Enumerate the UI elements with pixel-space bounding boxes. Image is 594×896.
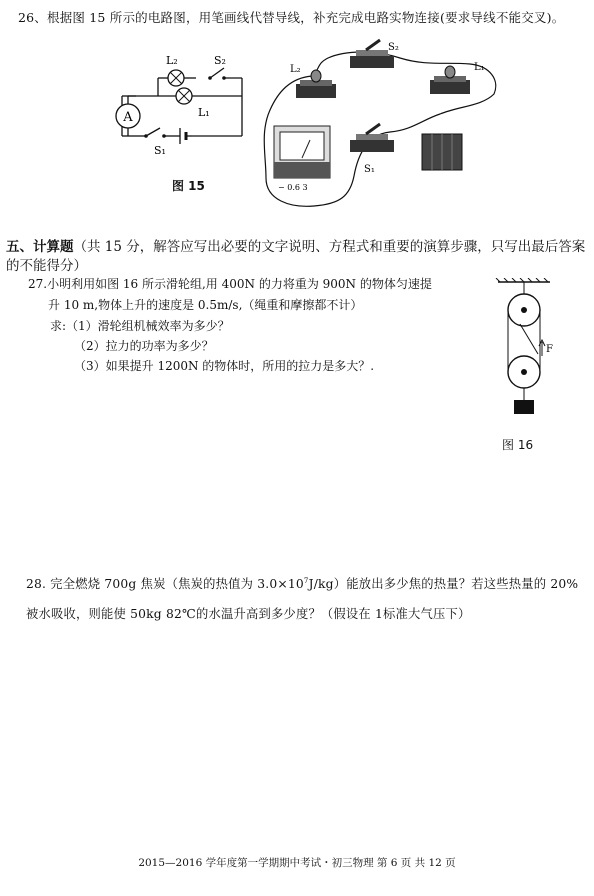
force-f-label: F — [546, 344, 553, 355]
circuit-schematic — [106, 50, 256, 160]
figure-16-caption: 图 16 — [502, 438, 534, 452]
photo-l1-label: L₁ — [474, 62, 485, 73]
q28-line1-b: J/kg）能放出多少焦的热量？若这些热量的 20% — [308, 577, 579, 591]
photo-s2-label: S₂ — [388, 42, 399, 53]
q27-ask-2: （2）拉力的功率为多少？ — [74, 339, 214, 353]
photo-s1-label: S₁ — [364, 164, 375, 175]
q27-line1: 27.小明利用如图 16 所示滑轮组,用 400N 的力将重为 900N 的物体匀速提 — [28, 277, 432, 291]
q27-ask-3: （3）如果提升 1200N 的物体时，所用的拉力是多大？. — [74, 359, 375, 373]
page-footer: 2015—2016 学年度第一学期期中考试・初三物理 第 6 页 共 12 页 — [138, 857, 456, 869]
l1-label: L₁ — [198, 106, 210, 119]
section-5-heading — [6, 238, 590, 276]
ammeter-terminals: − 0.6 3 — [278, 183, 308, 192]
q27-ask-1: 求:（1）滑轮组机械效率为多少？ — [50, 319, 230, 333]
photo-l2-label: L₂ — [290, 64, 301, 75]
s1-label: S₁ — [154, 144, 166, 157]
question-26-text: 26、根据图 15 所示的电路图，用笔画线代替导线，补充完成电路实物连接(要求导线不能交叉)。 — [18, 10, 565, 25]
q28-line2: 被水吸收，则能使 50kg 82℃的水温升高到多少度？（假设在 1标准大气压下） — [26, 607, 471, 621]
s2-label: S₂ — [214, 54, 226, 67]
l2-label: L₂ — [166, 54, 178, 67]
section-5-description: （共 15 分，解答应写出必要的文字说明、方程式和重要的演算步骤，只写出最后答案的不能得分） — [6, 239, 586, 274]
q28-line1-a: 28. 完全燃烧 700g 焦炭（焦炭的热值为 3.0×10 — [26, 577, 304, 591]
q28-line1 — [26, 574, 578, 592]
figure-15-caption: 图 15 — [172, 179, 205, 193]
q27-line2: 升 10 m,物体上升的速度是 0.5m/s,（绳重和摩擦都不计） — [48, 298, 363, 312]
circuit-components-photo — [250, 36, 500, 214]
ammeter-label: A — [123, 110, 133, 125]
section-5-title: 五、计算题 — [6, 239, 74, 255]
q28-exponent: 7 — [303, 576, 309, 585]
pulley-figure — [490, 278, 560, 420]
